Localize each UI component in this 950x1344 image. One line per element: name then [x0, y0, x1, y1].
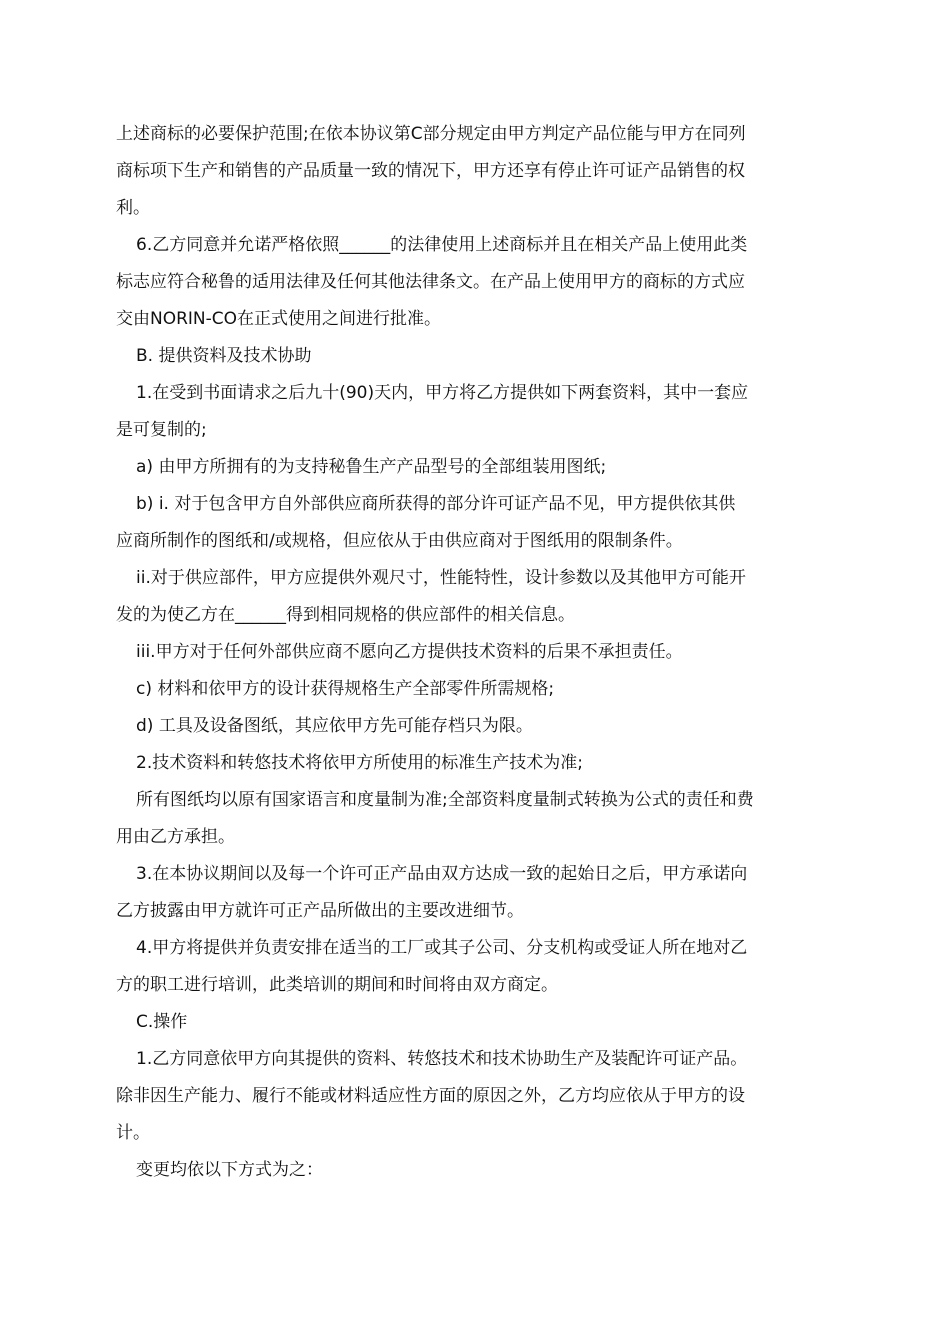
- text-line: 3.在本协议期间以及每一个许可正产品由双方达成一致的起始日之后，甲方承诺向: [136, 864, 748, 884]
- list-item-d: [116, 708, 838, 745]
- list-item-b-iii: [116, 634, 838, 671]
- text-line: B. 提供资料及技术协助: [136, 346, 312, 366]
- text-line: 用由乙方承担。: [116, 827, 235, 847]
- text-line: 商标项下生产和销售的产品质量一致的情况下，甲方还享有停止许可证产品销售的权: [116, 161, 745, 181]
- list-item-a: [116, 449, 838, 486]
- text-line: 所有图纸均以原有国家语言和度量制为准;全部资料度量制式转换为公式的责任和费: [136, 790, 754, 810]
- text-line: d) 工具及设备图纸，其应依甲方先可能存档只为限。: [136, 716, 533, 736]
- text-line: 上述商标的必要保护范围;在依本协议第C部分规定由甲方判定产品位能与甲方在同列: [116, 124, 746, 144]
- text-line: ii.对于供应部件，甲方应提供外观尺寸，性能特性，设计参数以及其他甲方可能开: [136, 568, 746, 588]
- paragraph-changes: [116, 1152, 838, 1189]
- paragraph-b-1: [116, 375, 838, 449]
- document-page: [116, 0, 838, 1344]
- paragraph-trademark-scope: [116, 116, 838, 227]
- paragraph-b-3: [116, 856, 838, 930]
- list-item-b-ii: [116, 560, 838, 634]
- text-line: 2.技术资料和转悠技术将依甲方所使用的标准生产技术为准;: [136, 753, 583, 773]
- text-line: c) 材料和依甲方的设计获得规格生产全部零件所需规格;: [136, 679, 555, 699]
- paragraph-b-2: [116, 745, 838, 782]
- paragraph-b-4: [116, 930, 838, 1004]
- list-item-b-i: [116, 486, 838, 560]
- text-line: 利。: [116, 198, 150, 218]
- paragraph-c-1: [116, 1041, 838, 1152]
- text-line: 1.乙方同意依甲方向其提供的资料、转悠技术和技术协助生产及装配许可证产品。: [136, 1049, 748, 1069]
- text-line: b) i. 对于包含甲方自外部供应商所获得的部分许可证产品不见，甲方提供依其供: [136, 494, 736, 514]
- text-line: C.操作: [136, 1012, 188, 1032]
- text-line: 变更均依以下方式为之：: [136, 1160, 323, 1180]
- list-item-c: [116, 671, 838, 708]
- text-line: 6.乙方同意并允诺严格依照______的法律使用上述商标并且在相关产品上使用此类: [136, 235, 748, 255]
- text-line: 1.在受到书面请求之后九十(90)天内，甲方将乙方提供如下两套资料，其中一套应: [136, 383, 749, 403]
- section-heading-c: [116, 1004, 838, 1041]
- text-line: 除非因生产能力、履行不能或材料适应性方面的原因之外，乙方均应依从于甲方的设: [116, 1086, 745, 1106]
- text-line: 方的职工进行培训，此类培训的期间和时间将由双方商定。: [116, 975, 558, 995]
- text-line: 交由NORIN-CO在正式使用之间进行批准。: [116, 309, 442, 329]
- text-line: 乙方披露由甲方就许可正产品所做出的主要改进细节。: [116, 901, 524, 921]
- paragraph-clause-6: [116, 227, 838, 338]
- text-line: iii.甲方对于任何外部供应商不愿向乙方提供技术资料的后果不承担责任。: [136, 642, 683, 662]
- text-line: 标志应符合秘鲁的适用法律及任何其他法律条文。在产品上使用甲方的商标的方式应: [116, 272, 745, 292]
- text-line: 计。: [116, 1123, 150, 1143]
- paragraph-drawings-language: [116, 782, 838, 856]
- text-line: a) 由甲方所拥有的为支持秘鲁生产产品型号的全部组装用图纸;: [136, 457, 607, 477]
- section-heading-b: [116, 338, 838, 375]
- text-line: 发的为使乙方在______得到相同规格的供应部件的相关信息。: [116, 605, 575, 625]
- text-line: 是可复制的;: [116, 420, 207, 440]
- text-line: 4.甲方将提供并负责安排在适当的工厂或其子公司、分支机构或受证人所在地对乙: [136, 938, 748, 958]
- text-line: 应商所制作的图纸和/或规格，但应依从于由供应商对于图纸用的限制条件。: [116, 531, 683, 551]
